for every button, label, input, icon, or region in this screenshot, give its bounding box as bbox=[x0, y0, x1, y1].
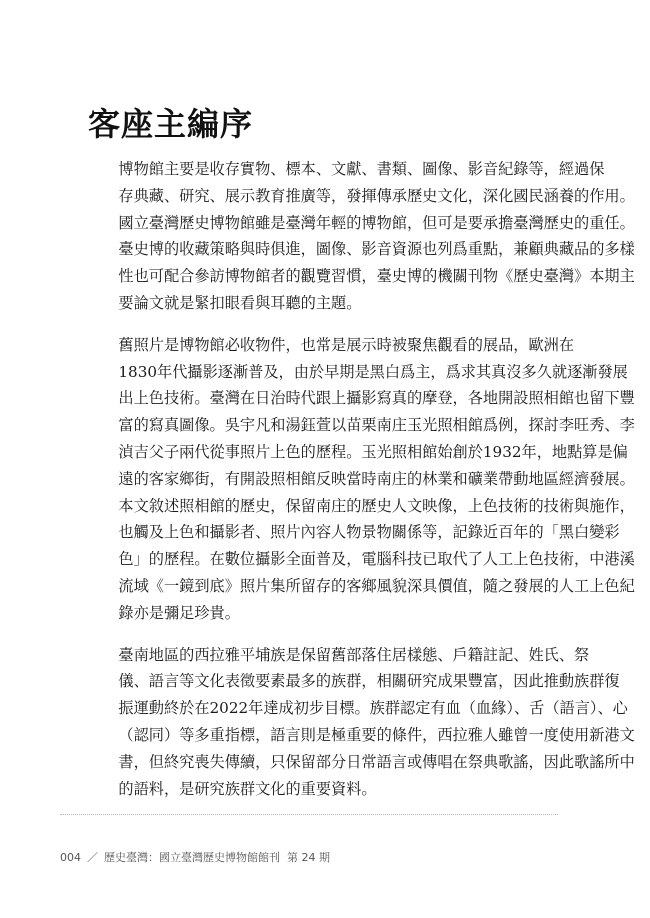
paragraph-line: 臺南地區的西拉雅平埔族是保留舊部落住居樣態、戶籍註記、姓氏、祭 bbox=[118, 645, 590, 664]
paragraph-line: 要論文就是緊扣眼看與耳聽的主題。 bbox=[118, 293, 362, 312]
paragraph-line: 博物館主要是收存實物、標本、文獻、書類、圖像、影音紀錄等，經過保 bbox=[118, 160, 605, 178]
paragraph-line: （認同）等多重指標，語言則是極重要的條件，西拉雅人雖曾一度使用新港文 bbox=[118, 725, 635, 744]
paragraph-line: 舊照片是博物館必收物件，也常是展示時被聚焦觀看的展品，歐洲在 bbox=[118, 335, 575, 354]
paragraph-line: 也觸及上色和攝影者、照片內容人物景物關係等，記錄近百年的「黑白變彩 bbox=[118, 523, 620, 542]
paragraph-line: 儀、語言等文化表徵要素最多的族群，相關研究成果豐富，因此推動族群復 bbox=[118, 672, 620, 691]
footer-separator: ／ bbox=[87, 851, 98, 864]
page-number: 004 bbox=[60, 851, 81, 864]
paragraph-2 bbox=[88, 332, 635, 627]
issue-number: 第 24 期 bbox=[287, 851, 330, 864]
paragraph-line: 1830年代攝影逐漸普及，由於早期是黑白爲主，爲求其真沒多久就逐漸發展 bbox=[118, 362, 628, 381]
page-footer bbox=[60, 851, 330, 865]
publication-name: 歷史臺灣：國立臺灣歷史博物館館刊 bbox=[104, 851, 280, 864]
paragraph-line: 臺史博的收藏策略與時俱進，圖像、影音資源也列爲重點，兼顧典藏品的多樣 bbox=[118, 240, 635, 259]
paragraph-line: 存典藏、研究、展示教育推廣等，發揮傳承歷史文化，深化國民涵養的作用。 bbox=[118, 186, 635, 205]
paragraph-line: 國立臺灣歷史博物館雖是臺灣年輕的博物館，但可是要承擔臺灣歷史的重任。 bbox=[118, 213, 635, 232]
paragraph-line: 湞吉父子兩代從事照片上色的歷程。玉光照相館始創於1932年，地點算是偏 bbox=[118, 442, 628, 461]
paragraph-line: 流域《一鏡到底》照片集所留存的客鄉風貌深具價值，隨之發展的人工上色紀 bbox=[118, 576, 635, 595]
article-body bbox=[88, 156, 635, 817]
paragraph-line: 遠的客家鄉街，有開設照相館反映當時南庄的林業和礦業帶動地區經濟發展。 bbox=[118, 469, 635, 488]
paragraph-line: 富的寫真圖像。吳宇凡和湯鈺萱以苗栗南庄玉光照相館爲例，探討李旺秀、李 bbox=[118, 416, 635, 435]
paragraph-line: 出上色技術。臺灣在日治時代跟上攝影寫真的摩登，各地開設照相館也留下豐 bbox=[118, 389, 635, 408]
paragraph-line: 性也可配合參訪博物館者的觀覽習慣，臺史博的機關刊物《歷史臺灣》本期主 bbox=[118, 267, 635, 286]
paragraph-line: 書，但終究喪失傳續，只保留部分日常語言或傳唱在祭典歌謠，因此歌謠所中 bbox=[118, 752, 635, 771]
paragraph-3 bbox=[88, 642, 635, 803]
paragraph-line: 本文敘述照相館的歷史，保留南庄的歷史人文映像，上色技術的技術與施作， bbox=[118, 496, 635, 515]
paragraph-1 bbox=[88, 156, 635, 317]
footer-divider bbox=[60, 814, 558, 815]
paragraph-line: 的語料，是研究族群文化的重要資料。 bbox=[118, 779, 377, 798]
paragraph-line: 色」的歷程。在數位攝影全面普及，電腦科技已取代了人工上色技術，中港溪 bbox=[118, 550, 635, 569]
paragraph-line: 錄亦是彌足珍貴。 bbox=[118, 603, 240, 622]
page-title: 客座主編序 bbox=[88, 105, 254, 143]
paragraph-line: 振運動終於在2022年達成初步目標。族群認定有血（血緣）、舌（語言）、心 bbox=[118, 699, 628, 718]
